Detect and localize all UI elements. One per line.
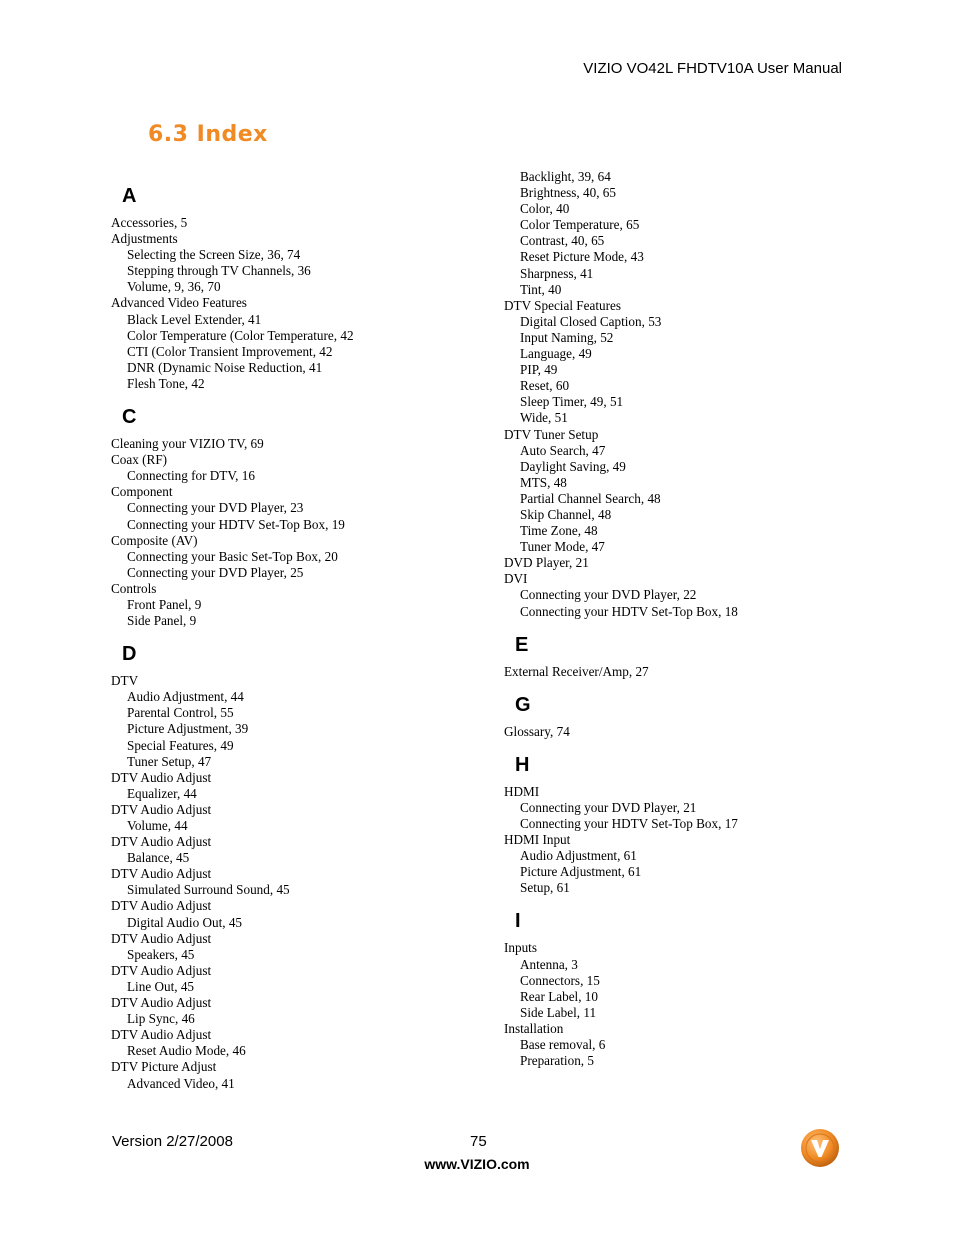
footer-version: Version 2/27/2008 [112,1133,233,1150]
index-subentry: Front Panel, 9 [127,596,202,612]
index-subentry: MTS, 48 [520,474,567,490]
index-subentry: Picture Adjustment, 61 [520,864,642,880]
index-letter-heading: C [122,406,137,429]
index-subentry: Connecting your HDTV Set-Top Box, 18 [520,603,738,619]
index-subentry: Connecting your HDTV Set-Top Box, 17 [520,816,738,831]
index-entry: DTV Audio Adjust [111,834,212,850]
index-letter-heading: D [122,643,137,666]
index-subentry: Daylight Saving, 49 [520,458,626,474]
index-subentry: Auto Search, 47 [520,442,606,458]
index-subentry: Lip Sync, 46 [127,1011,195,1027]
index-subentry: CTI (Color Transient Improvement, 42 [127,343,333,359]
index-subentry: Reset, 60 [520,378,570,394]
index-subentry: Connecting your DVD Player, 21 [520,799,697,815]
index-entry: Adjustments [111,231,178,247]
index-right-column [504,169,864,1083]
index-subentry: Side Panel, 9 [127,613,197,629]
index-entry: Coax (RF) [111,452,168,468]
index-subentry: Connecting your DVD Player, 22 [520,587,697,603]
index-subentry: Stepping through TV Channels, 36 [127,263,311,279]
index-subentry: Connecting your DVD Player, 23 [127,500,304,516]
index-entry: Composite (AV) [111,532,198,548]
index-subentry: Audio Adjustment, 61 [520,848,637,864]
index-entry: Inputs [504,940,537,956]
index-subentry: Connectors, 15 [520,972,600,988]
index-subentry: Tuner Setup, 47 [127,753,212,769]
index-letter-group [504,634,864,680]
index-entry: DTV Special Features [504,297,621,313]
index-letter-heading: I [515,910,521,933]
index-subentry: Tuner Mode, 47 [520,539,605,555]
index-entry: DTV Audio Adjust [111,866,212,882]
index-entry: HDMI Input [504,832,571,848]
index-subentry: Side Label, 11 [520,1004,597,1020]
index-subentry: Skip Channel, 48 [520,506,612,522]
index-letter-group [111,406,471,629]
index-subentry: Flesh Tone, 42 [127,375,205,391]
document-header: VIZIO VO42L FHDTV10A User Manual [583,60,842,77]
index-entry: DTV Audio Adjust [111,769,212,785]
index-entry: DTV Audio Adjust [111,930,212,946]
index-entry: External Receiver/Amp, 27 [504,663,649,679]
index-subentry: Tint, 40 [520,281,562,297]
index-entry: DVD Player, 21 [504,555,589,571]
index-letter-heading: G [515,693,531,716]
index-subentry: Input Naming, 52 [520,329,614,345]
index-subentry: Brightness, 40, 65 [520,185,616,201]
index-entry: DTV Audio Adjust [111,995,212,1011]
footer-url: www.VIZIO.com [424,1156,530,1172]
index-letter-heading: A [122,185,137,207]
index-subentry: Contrast, 40, 65 [520,233,605,249]
index-entry: DTV Audio Adjust [111,1027,212,1043]
index-subentry: Simulated Surround Sound, 45 [127,882,290,898]
index-subentry: Special Features, 49 [127,737,234,753]
index-entry: DTV Audio Adjust [111,962,212,978]
index-subentry: Connecting your HDTV Set-Top Box, 19 [127,516,345,532]
index-subentry: Rear Label, 10 [520,988,598,1004]
index-subentry: Parental Control, 55 [127,705,234,721]
index-subentry: Sleep Timer, 49, 51 [520,394,624,410]
index-entry: Glossary, 74 [504,723,570,739]
index-letter-group [111,643,471,1091]
index-subentry: Selecting the Screen Size, 36, 74 [127,247,301,263]
index-subentry: Line Out, 45 [127,978,195,994]
vizio-v-logo-icon [800,1128,840,1168]
index-entry: DTV Tuner Setup [504,426,599,442]
index-entry: DVI [504,571,528,587]
index-entry: Component [111,484,173,500]
index-subentry: Connecting your Basic Set-Top Box, 20 [127,548,338,564]
index-entry: HDMI [504,783,540,799]
index-entry: Controls [111,580,157,596]
index-entry: DTV Audio Adjust [111,801,212,817]
index-subentry: Reset Audio Mode, 46 [127,1043,246,1059]
index-subentry: Reset Picture Mode, 43 [520,249,644,265]
index-subentry: Setup, 61 [520,880,570,896]
page-number: 75 [470,1133,487,1150]
index-entry: Advanced Video Features [111,295,247,311]
index-letter-group [111,185,471,392]
index-subentry: Advanced Video, 41 [127,1075,235,1091]
index-entry: DTV Audio Adjust [111,898,212,914]
index-subentry: Partial Channel Search, 48 [520,490,661,506]
index-entry: DTV [111,673,139,689]
index-subentry: Antenna, 3 [520,956,578,972]
index-subentry: Black Level Extender, 41 [127,311,262,327]
index-letter-group [504,910,864,1069]
index-letter-heading: E [515,633,529,656]
index-letter-heading: H [515,753,530,776]
index-subentry: Audio Adjustment, 44 [127,689,244,705]
section-title: 6.3 Index [148,122,268,147]
index-subentry: Backlight, 39, 64 [520,169,611,184]
index-entry: Cleaning your VIZIO TV, 69 [111,436,264,452]
index-subentry: Color, 40 [520,201,570,217]
index-subentry: Color Temperature, 65 [520,217,640,233]
index-subentry: Language, 49 [520,346,592,362]
index-subentry: Preparation, 5 [520,1053,594,1069]
index-subentry: Sharpness, 41 [520,265,594,281]
index-subentry: Volume, 44 [127,818,188,833]
index-subentry: Wide, 51 [520,410,568,426]
index-subentry: DNR (Dynamic Noise Reduction, 41 [127,359,323,375]
index-subentry: Connecting for DTV, 16 [127,468,255,484]
index-entry: Installation [504,1020,564,1036]
index-subentry: Equalizer, 44 [127,785,197,801]
index-subentry: Base removal, 6 [520,1037,606,1053]
index-subentry: PIP, 49 [520,362,558,378]
index-subentry: Connecting your DVD Player, 25 [127,564,304,580]
index-subentry: Speakers, 45 [127,946,195,962]
index-letter-group [504,169,864,620]
index-subentry: Color Temperature (Color Temperature, 42 [127,327,354,343]
index-subentry: Digital Closed Caption, 53 [520,313,662,329]
index-entry: DTV Picture Adjust [111,1059,217,1075]
index-subentry: Balance, 45 [127,850,190,866]
index-left-column [111,185,471,1106]
index-subentry: Digital Audio Out, 45 [127,914,243,930]
index-subentry: Picture Adjustment, 39 [127,721,249,737]
index-letter-group [504,694,864,740]
index-subentry: Volume, 9, 36, 70 [127,279,221,295]
index-letter-group [504,754,864,897]
index-entry: Accessories, 5 [111,215,188,230]
index-subentry: Time Zone, 48 [520,523,598,539]
